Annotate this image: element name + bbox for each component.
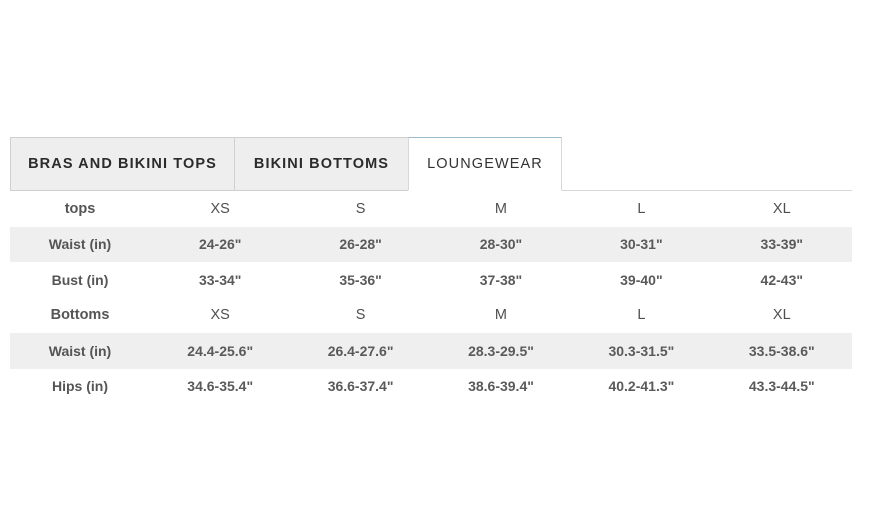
size-cell: XS <box>210 200 230 217</box>
measurement-cell: 33-34" <box>198 271 242 288</box>
size-cell: L <box>637 200 646 217</box>
size-cell: XL <box>772 307 791 324</box>
size-cell: XL <box>772 200 791 217</box>
table-row-bottoms-waist <box>10 333 852 369</box>
measurement-cell: 30.3-31.5" <box>571 333 711 369</box>
size-table <box>10 191 852 404</box>
measurement-cell: 28.3-29.5" <box>431 333 571 369</box>
size-cell: XS <box>210 307 230 324</box>
measurement-cell: 28-30" <box>431 227 571 263</box>
measurement-cell: 37-38" <box>479 271 523 288</box>
row-label: Waist (in) <box>10 333 150 369</box>
table-row-bottoms-sizes <box>10 298 852 334</box>
row-label: tops <box>64 200 96 217</box>
measurement-cell: 35-36" <box>339 271 382 288</box>
size-cell: L <box>637 307 646 324</box>
measurement-cell: 30-31" <box>571 227 711 263</box>
measurement-cell: 39-40" <box>620 271 663 288</box>
measurement-cell: 33-39" <box>712 227 852 263</box>
size-cell: S <box>355 307 366 324</box>
table-row-tops-bust <box>10 262 852 298</box>
table-row-bottoms-hips <box>10 369 852 405</box>
measurement-cell: 26.4-27.6" <box>290 333 430 369</box>
table-row-tops-waist <box>10 227 852 263</box>
size-category-tabs <box>10 137 852 191</box>
size-chart-widget <box>10 137 852 404</box>
measurement-cell: 34.6-35.4" <box>187 378 254 395</box>
measurement-cell: 33.5-38.6" <box>712 333 852 369</box>
measurement-cell: 24.4-25.6" <box>150 333 290 369</box>
measurement-cell: 42-43" <box>760 271 803 288</box>
measurement-cell: 40.2-41.3" <box>608 378 675 395</box>
measurement-cell: 43.3-44.5" <box>748 378 815 395</box>
measurement-cell: 24-26" <box>150 227 290 263</box>
tab-loungewear[interactable]: LOUNGEWEAR <box>408 137 562 191</box>
row-label: Hips (in) <box>52 378 108 395</box>
row-label: Bust (in) <box>51 271 109 288</box>
size-cell: S <box>355 200 366 217</box>
size-cell: M <box>494 307 508 324</box>
row-label: Waist (in) <box>10 227 150 263</box>
measurement-cell: 26-28" <box>290 227 430 263</box>
size-cell: M <box>494 200 508 217</box>
table-row-tops-sizes <box>10 191 852 227</box>
tab-bras-and-bikini-tops[interactable]: BRAS AND BIKINI TOPS <box>10 137 235 191</box>
measurement-cell: 38.6-39.4" <box>468 378 534 395</box>
measurement-cell: 36.6-37.4" <box>327 378 394 395</box>
tab-bikini-bottoms[interactable]: BIKINI BOTTOMS <box>234 137 409 191</box>
row-label: Bottoms <box>50 307 110 324</box>
